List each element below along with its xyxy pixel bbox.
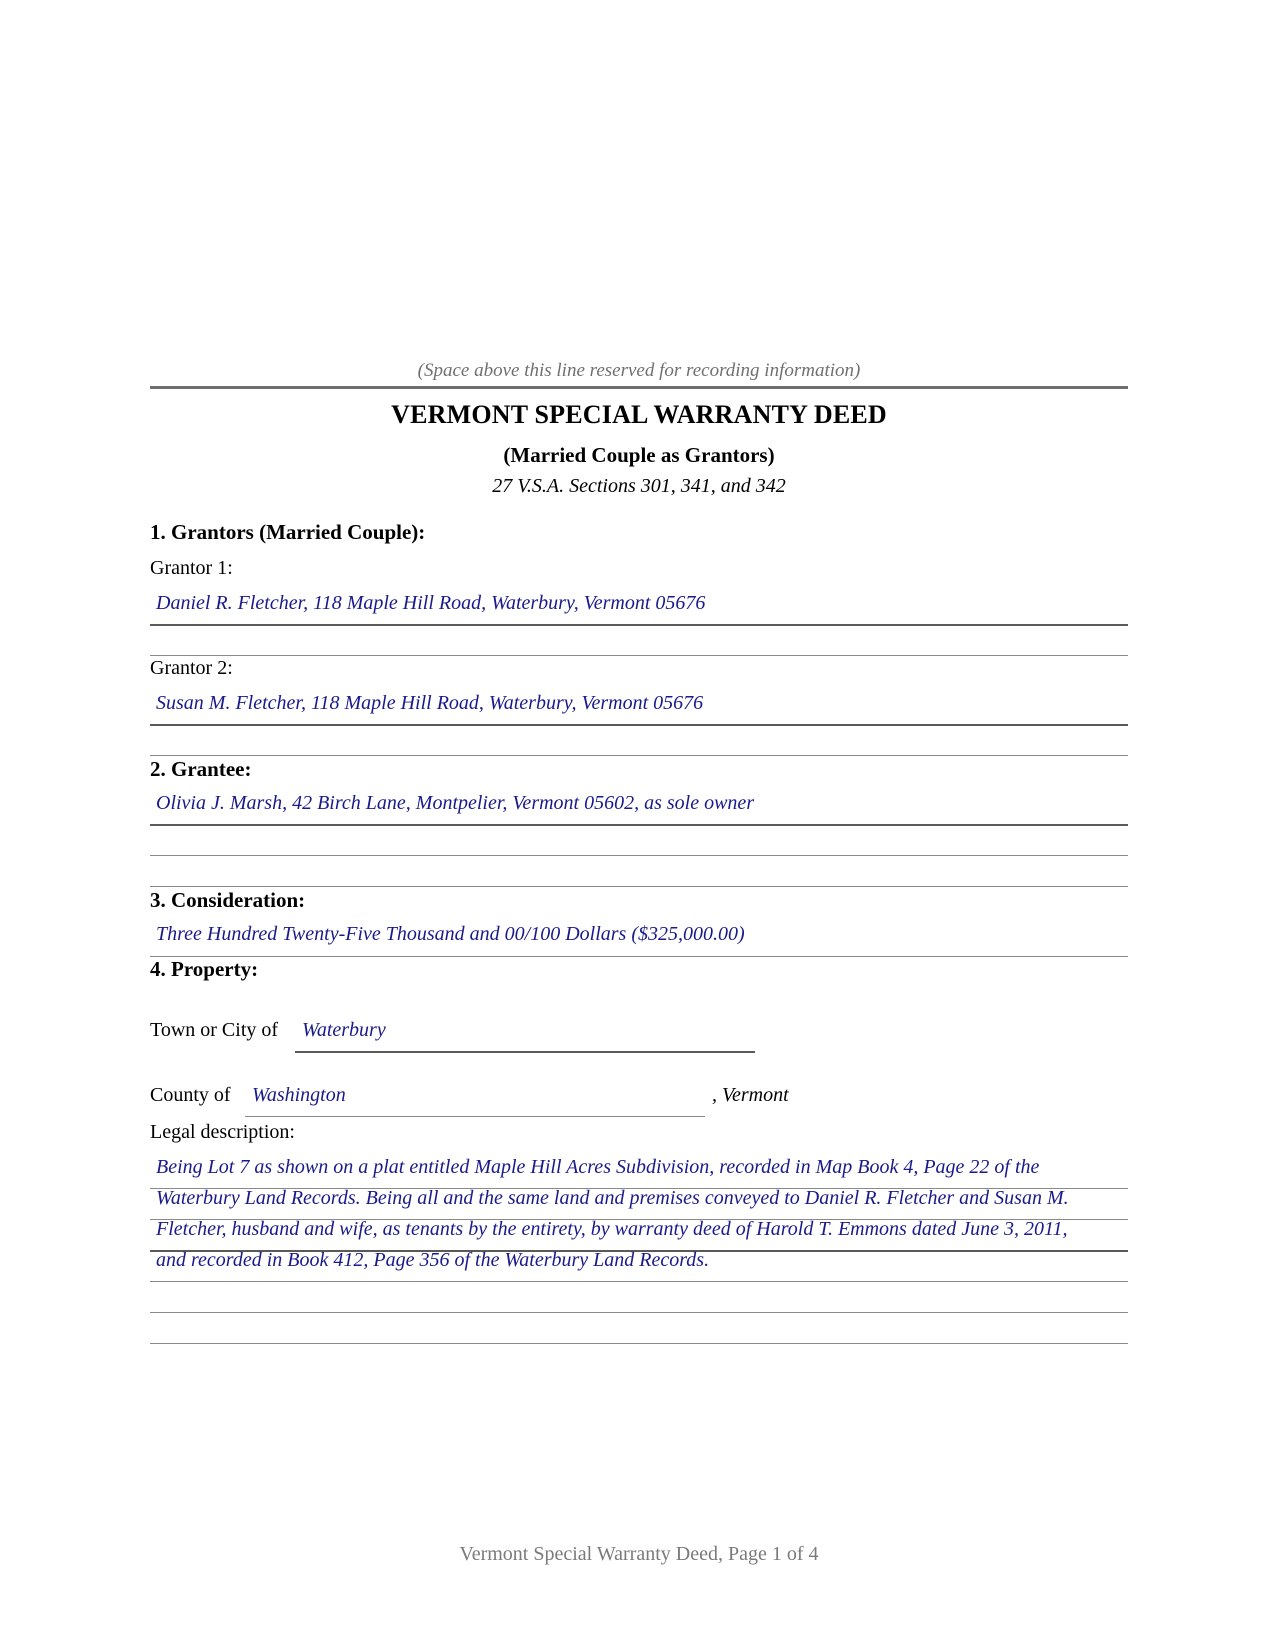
grantor1-field[interactable]: Daniel R. Fletcher, 118 Maple Hill Road, Waterbury, Vermont 05676	[156, 592, 706, 614]
legal-description-line[interactable]: Waterbury Land Records. Being all and the same land and premises conveyed to Daniel R. Fletcher and Susan M.	[156, 1187, 1069, 1209]
page-footer: Vermont Special Warranty Deed, Page 1 of 4	[459, 1543, 819, 1565]
statute-reference: 27 V.S.A. Sections 301, 341, and 342	[492, 475, 786, 497]
legal-description-line[interactable]: and recorded in Book 412, Page 356 of the Waterbury Land Records.	[156, 1249, 710, 1271]
state-suffix: , Vermont	[712, 1084, 789, 1106]
grantor2-field[interactable]: Susan M. Fletcher, 118 Maple Hill Road, Waterbury, Vermont 05676	[156, 692, 704, 714]
county-field[interactable]: Washington	[252, 1084, 346, 1106]
grantor2-extra-line	[150, 755, 1128, 756]
grantor2-underline	[150, 724, 1128, 726]
grantee-extra-line-1	[150, 855, 1128, 856]
recording-divider	[150, 386, 1128, 389]
grantor2-label: Grantor 2:	[150, 657, 233, 679]
county-underline	[245, 1116, 705, 1117]
legal-line-rule	[150, 1343, 1128, 1344]
consideration-heading: 3. Consideration:	[150, 888, 306, 912]
county-label: County of	[150, 1084, 231, 1106]
consideration-field[interactable]: Three Hundred Twenty-Five Thousand and 00/100 Dollars ($325,000.00)	[156, 923, 745, 945]
property-heading: 4. Property:	[150, 957, 259, 981]
grantee-field[interactable]: Olivia J. Marsh, 42 Birch Lane, Montpelier, Vermont 05602, as sole owner	[156, 792, 755, 814]
grantee-heading: 2. Grantee:	[150, 757, 252, 781]
town-underline	[295, 1051, 755, 1053]
grantors-heading: 1. Grantors (Married Couple):	[150, 520, 426, 544]
town-field[interactable]: Waterbury	[302, 1019, 386, 1041]
deed-subtitle: (Married Couple as Grantors)	[503, 443, 775, 467]
consideration-underline	[150, 956, 1128, 957]
grantor1-extra-line	[150, 655, 1128, 656]
legal-line-rule	[150, 1312, 1128, 1313]
deed-title: VERMONT SPECIAL WARRANTY DEED	[391, 400, 887, 429]
legal-description-line[interactable]: Being Lot 7 as shown on a plat entitled Maple Hill Acres Subdivision, recorded in Map Book 4, Page 22 of the	[156, 1156, 1040, 1178]
legal-line-rule	[150, 1281, 1128, 1282]
legal-description-label: Legal description:	[150, 1121, 295, 1143]
legal-description-line[interactable]: Fletcher, husband and wife, as tenants by the entirety, by warranty deed of Harold T. Emmons dated June 3, 2011,	[156, 1218, 1068, 1240]
grantor1-label: Grantor 1:	[150, 557, 233, 579]
grantor1-underline	[150, 624, 1128, 626]
recording-space-note: (Space above this line reserved for recording information)	[417, 360, 861, 381]
town-label: Town or City of	[150, 1019, 279, 1041]
grantee-underline	[150, 824, 1128, 826]
grantee-extra-line-2	[150, 886, 1128, 887]
